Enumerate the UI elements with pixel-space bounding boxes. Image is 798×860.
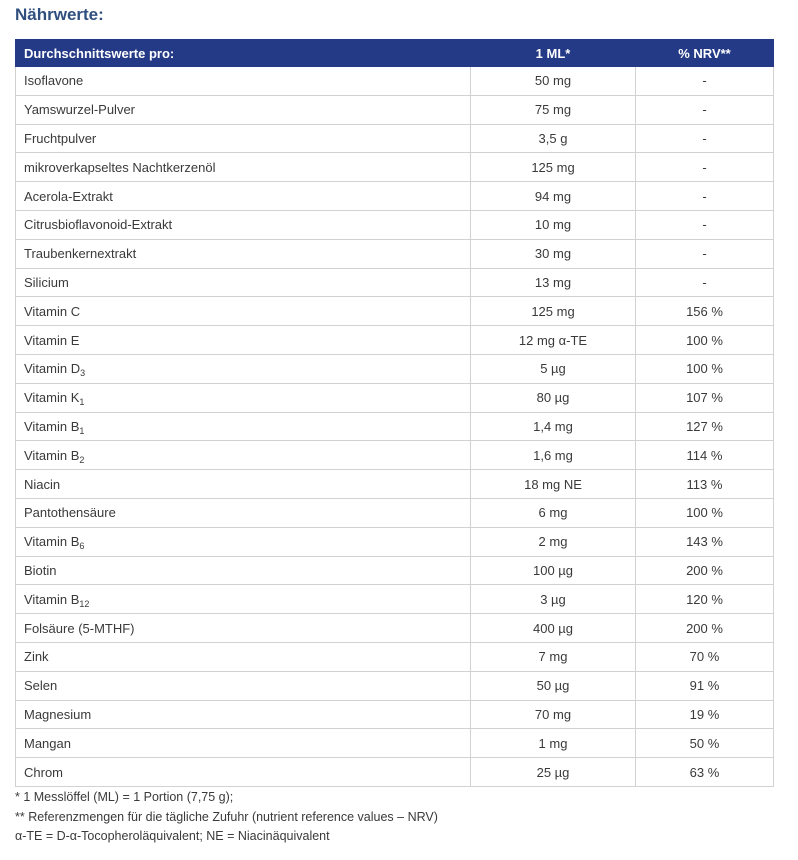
nutrient-nrv: - bbox=[636, 67, 774, 96]
header-amount: 1 ML* bbox=[471, 40, 636, 67]
nutrient-amount: 94 mg bbox=[471, 182, 636, 211]
nutrient-subscript: 1 bbox=[79, 397, 85, 408]
nutrient-name-text: Citrusbioflavonoid-Extrakt bbox=[24, 217, 173, 233]
table-row bbox=[16, 210, 774, 239]
header-name: Durchschnittswerte pro: bbox=[16, 40, 471, 67]
nutrient-name-text: Isoflavone bbox=[24, 73, 84, 89]
nutrient-name-text: mikroverkapseltes Nachtkerzenöl bbox=[24, 159, 216, 175]
nutrient-amount: 13 mg bbox=[471, 268, 636, 297]
nutrient-nrv: 200 % bbox=[636, 614, 774, 643]
nutrient-amount: 12 mg α-TE bbox=[471, 326, 636, 355]
nutrient-amount: 100 µg bbox=[471, 556, 636, 585]
nutrient-amount: 7 mg bbox=[471, 642, 636, 671]
nutrient-name-text: Niacin bbox=[24, 476, 61, 492]
nutrient-amount: 1 mg bbox=[471, 729, 636, 758]
nutrient-subscript: 6 bbox=[79, 541, 85, 552]
nutrient-nrv: - bbox=[636, 239, 774, 268]
table-row bbox=[16, 527, 774, 556]
nutrient-nrv: - bbox=[636, 182, 774, 211]
nutrient-nrv: 127 % bbox=[636, 412, 774, 441]
table-row bbox=[16, 758, 774, 787]
footnotes bbox=[15, 788, 438, 847]
header-nrv: % NRV** bbox=[636, 40, 774, 67]
nutrient-name-text: Vitamin K bbox=[24, 390, 80, 406]
nutrient-name-text: Vitamin B bbox=[24, 591, 80, 607]
nutrient-amount: 18 mg NE bbox=[471, 470, 636, 499]
nutrient-name bbox=[16, 758, 471, 787]
section-title: Nährwerte: bbox=[15, 5, 104, 24]
table-row bbox=[16, 383, 774, 412]
nutrient-name bbox=[16, 498, 471, 527]
nutrient-name-text: Vitamin B bbox=[24, 534, 80, 550]
nutrient-nrv: 114 % bbox=[636, 441, 774, 470]
nutrient-nrv: - bbox=[636, 124, 774, 153]
nutrient-name-text: Mangan bbox=[24, 735, 71, 751]
nutrient-name bbox=[16, 297, 471, 326]
table-row bbox=[16, 297, 774, 326]
nutrient-nrv: 156 % bbox=[636, 297, 774, 326]
footnote-abbreviations: α-TE = D-α-Tocopheroläquivalent; NE = Niacinäquivalent bbox=[15, 829, 330, 843]
nutrient-name bbox=[16, 124, 471, 153]
nutrient-subscript: 3 bbox=[80, 368, 86, 379]
nutrient-name bbox=[16, 527, 471, 556]
nutrient-amount: 50 µg bbox=[471, 671, 636, 700]
nutrient-name bbox=[16, 470, 471, 499]
nutrient-amount: 2 mg bbox=[471, 527, 636, 556]
table-row bbox=[16, 354, 774, 383]
table-row bbox=[16, 585, 774, 614]
nutrient-amount: 10 mg bbox=[471, 210, 636, 239]
table-row bbox=[16, 498, 774, 527]
nutrient-name bbox=[16, 642, 471, 671]
table-header bbox=[16, 40, 774, 67]
table-row bbox=[16, 700, 774, 729]
table-row bbox=[16, 470, 774, 499]
table-row bbox=[16, 153, 774, 182]
nutrient-name-text: Pantothensäure bbox=[24, 505, 116, 521]
nutrient-subscript: 12 bbox=[79, 598, 90, 609]
nutrient-amount: 50 mg bbox=[471, 67, 636, 96]
nutrient-nrv: 107 % bbox=[636, 383, 774, 412]
nutrient-amount: 80 µg bbox=[471, 383, 636, 412]
nutrient-name bbox=[16, 671, 471, 700]
nutrient-nrv: - bbox=[636, 210, 774, 239]
nutrient-nrv: 120 % bbox=[636, 585, 774, 614]
table-row bbox=[16, 124, 774, 153]
nutrient-name-text: Yamswurzel-Pulver bbox=[24, 102, 136, 118]
nutrient-name bbox=[16, 729, 471, 758]
nutrient-amount: 3,5 g bbox=[471, 124, 636, 153]
nutrient-name-text: Folsäure (5-MTHF) bbox=[24, 620, 135, 636]
table-row bbox=[16, 182, 774, 211]
table-row bbox=[16, 95, 774, 124]
table-row bbox=[16, 67, 774, 96]
nutrient-name-text: Vitamin B bbox=[24, 418, 80, 434]
nutrient-amount: 1,4 mg bbox=[471, 412, 636, 441]
nutrient-name bbox=[16, 239, 471, 268]
nutrient-nrv: 200 % bbox=[636, 556, 774, 585]
nutrient-amount: 75 mg bbox=[471, 95, 636, 124]
nutrient-name bbox=[16, 556, 471, 585]
nutrient-name-text: Vitamin C bbox=[24, 303, 81, 319]
footnote-serving: * 1 Messlöffel (ML) = 1 Portion (7,75 g); bbox=[15, 790, 234, 804]
nutrient-name bbox=[16, 700, 471, 729]
nutrient-name-text: Biotin bbox=[24, 562, 57, 578]
nutrient-name bbox=[16, 210, 471, 239]
nutrition-table bbox=[15, 39, 774, 787]
nutrient-name-text: Chrom bbox=[24, 764, 64, 780]
nutrient-name-text: Vitamin B bbox=[24, 447, 80, 463]
nutrient-name bbox=[16, 268, 471, 297]
nutrient-amount: 3 µg bbox=[471, 585, 636, 614]
nutrient-nrv: - bbox=[636, 153, 774, 182]
nutrient-amount: 70 mg bbox=[471, 700, 636, 729]
nutrient-nrv: - bbox=[636, 95, 774, 124]
nutrient-nrv: 19 % bbox=[636, 700, 774, 729]
nutrient-amount: 125 mg bbox=[471, 153, 636, 182]
nutrient-amount: 5 µg bbox=[471, 354, 636, 383]
nutrient-name bbox=[16, 153, 471, 182]
nutrient-name bbox=[16, 95, 471, 124]
header-row bbox=[16, 40, 774, 67]
nutrient-name-text: Magnesium bbox=[24, 706, 92, 722]
table-row bbox=[16, 239, 774, 268]
nutrient-name bbox=[16, 383, 471, 412]
nutrient-name bbox=[16, 614, 471, 643]
nutrient-amount: 30 mg bbox=[471, 239, 636, 268]
nutrient-amount: 25 µg bbox=[471, 758, 636, 787]
table-row bbox=[16, 729, 774, 758]
nutrient-name bbox=[16, 585, 471, 614]
nutrient-nrv: 70 % bbox=[636, 642, 774, 671]
nutrient-name bbox=[16, 441, 471, 470]
nutrient-name bbox=[16, 67, 471, 96]
nutrient-nrv: 143 % bbox=[636, 527, 774, 556]
table-body bbox=[16, 67, 774, 787]
nutrient-subscript: 1 bbox=[79, 425, 85, 436]
table-row bbox=[16, 412, 774, 441]
table-row bbox=[16, 268, 774, 297]
nutrient-name bbox=[16, 354, 471, 383]
nutrient-name-text: Zink bbox=[24, 649, 49, 665]
nutrient-name-text: Vitamin E bbox=[24, 332, 80, 348]
table-row bbox=[16, 642, 774, 671]
nutrient-name-text: Vitamin D bbox=[24, 361, 81, 377]
nutrient-name-text: Acerola-Extrakt bbox=[24, 188, 113, 204]
nutrient-name bbox=[16, 182, 471, 211]
nutrient-amount: 125 mg bbox=[471, 297, 636, 326]
table-row bbox=[16, 614, 774, 643]
nutrient-nrv: 100 % bbox=[636, 498, 774, 527]
nutrient-name bbox=[16, 412, 471, 441]
nutrient-nrv: 113 % bbox=[636, 470, 774, 499]
nutrient-nrv: 100 % bbox=[636, 326, 774, 355]
table-row bbox=[16, 671, 774, 700]
nutrient-nrv: 91 % bbox=[636, 671, 774, 700]
table-row bbox=[16, 326, 774, 355]
table-row bbox=[16, 441, 774, 470]
table-row bbox=[16, 556, 774, 585]
nutrient-name-text: Selen bbox=[24, 678, 58, 694]
nutrient-name-text: Fruchtpulver bbox=[24, 130, 97, 146]
nutrient-name bbox=[16, 326, 471, 355]
nutrient-amount: 1,6 mg bbox=[471, 441, 636, 470]
nutrient-nrv: 100 % bbox=[636, 354, 774, 383]
nutrient-nrv: 63 % bbox=[636, 758, 774, 787]
nutrient-name-text: Silicium bbox=[24, 274, 69, 290]
nutrient-name-text: Traubenkernextrakt bbox=[24, 246, 137, 262]
footnote-nrv: ** Referenzmengen für die tägliche Zufuhr (nutrient reference values – NRV) bbox=[15, 809, 438, 824]
nutrient-amount: 6 mg bbox=[471, 498, 636, 527]
nutrient-nrv: - bbox=[636, 268, 774, 297]
nutrient-amount: 400 µg bbox=[471, 614, 636, 643]
nutrient-subscript: 2 bbox=[79, 454, 85, 465]
nutrient-nrv: 50 % bbox=[636, 729, 774, 758]
